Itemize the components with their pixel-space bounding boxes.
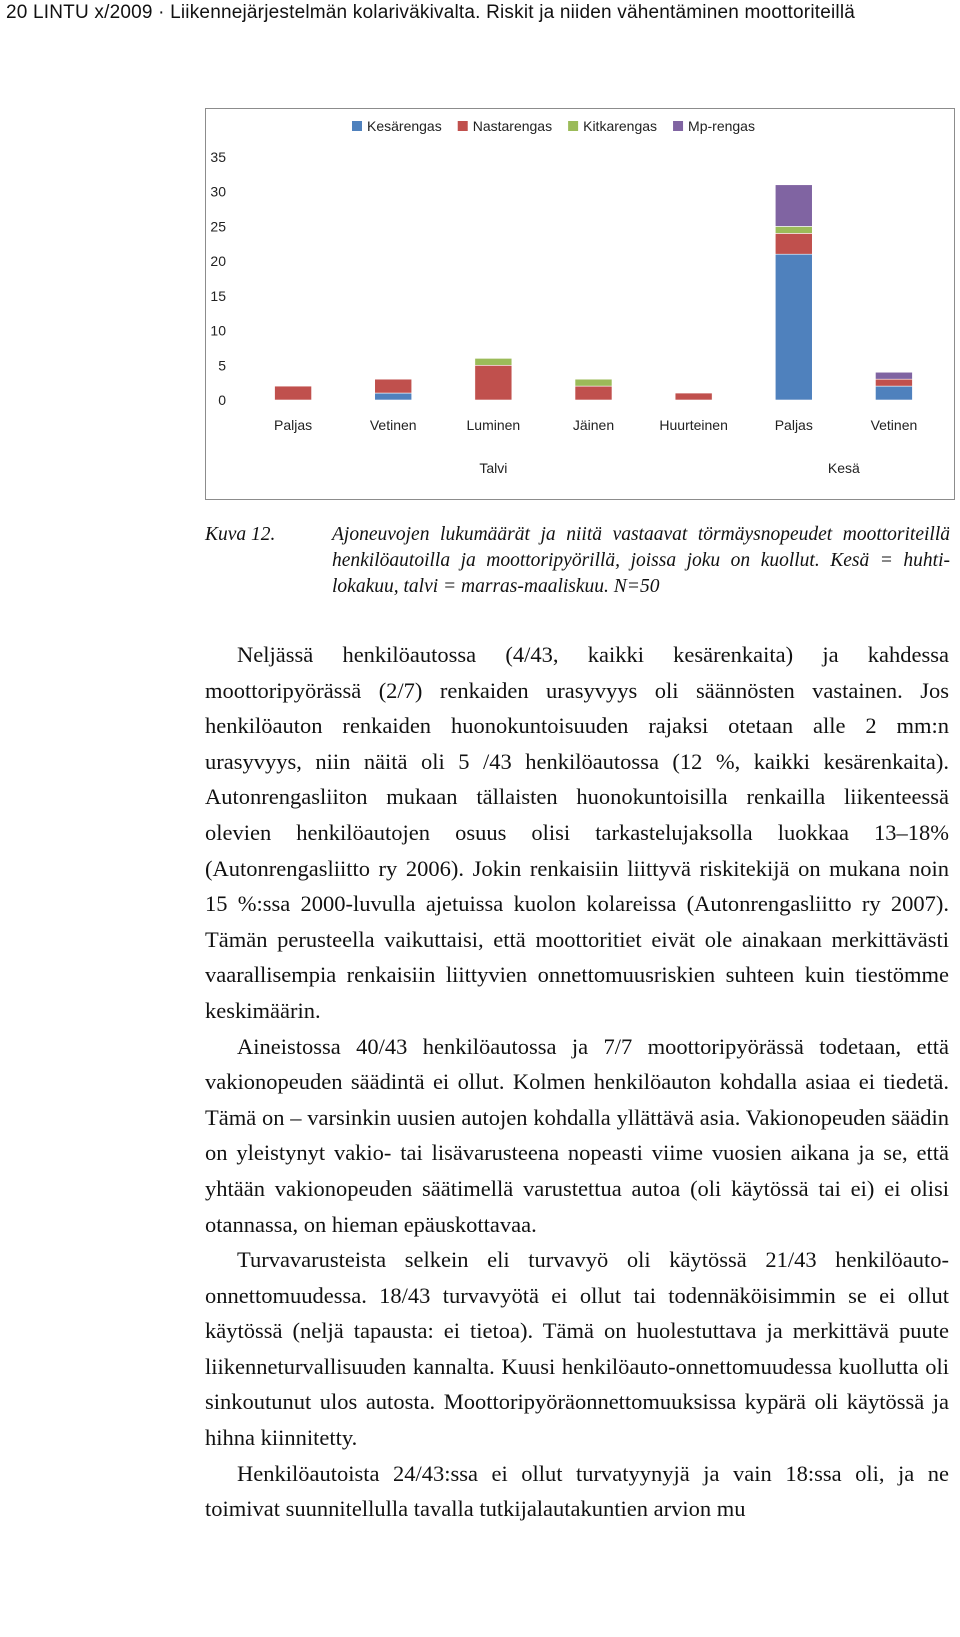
caption-text: Ajoneuvojen lukumäärät ja niitä vastaavat törmäysnopeudet moottoriteillä henkilöautoilla ja moottoripyörillä, joissa joku on kuollut. Kesä = huhti-lokakuu, talvi = marras-maaliskuu. N=50 bbox=[332, 524, 950, 597]
bar-segment bbox=[775, 185, 812, 227]
bar-segment bbox=[375, 379, 412, 393]
y-tick-label: 10 bbox=[210, 322, 226, 339]
bar-segment bbox=[775, 233, 812, 254]
bar-segment bbox=[575, 379, 612, 386]
bar-segment bbox=[675, 393, 712, 400]
bar-segment bbox=[475, 365, 512, 400]
x-tick-label: Luminen bbox=[466, 417, 521, 433]
x-tick-label: Jäinen bbox=[572, 417, 615, 433]
bar-segment bbox=[875, 379, 912, 386]
paragraph-4: Henkilöautoista 24/43:ssa ei ollut turvatyynyjä ja vain 18:ssa oli, ja ne toimivat suunnitellulla tavalla tutkijalautakuntien arvion mu bbox=[205, 1460, 949, 1522]
bar-segment bbox=[475, 358, 512, 365]
legend-label: Mp-rengas bbox=[688, 118, 755, 134]
x-tick-label: Paljas bbox=[774, 417, 813, 433]
bar-segment bbox=[575, 386, 612, 400]
paragraph-2: Aineistossa 40/43 henkilöautossa ja 7/7 moottoripyörässä todetaan, että vakionopeuden säädintä ei ollut. Kolmen henkilöauton kohdalla asiaa ei tiedetä. Tämä on – varsinkin uusien autojen kohdalla yllättävä asia. Vakionopeuden säädin on yleistynyt vakio- tai lisävarusteena nopeasti viime vuosien aikana ja se, että yhtään vakionopeuden säätimellä varustettua autoa (oli käytössä tai ei) ei olisi otannassa, on hieman epäuskottavaa. bbox=[205, 1033, 949, 1237]
running-header: 20 LINTU x/2009 · Liikennejärjestelmän kolariväkivalta. Riskit ja niiden vähentäminen moottoriteillä bbox=[6, 2, 856, 23]
legend-swatch bbox=[458, 121, 468, 131]
bar-segment bbox=[775, 254, 812, 400]
paragraph-1: Neljässä henkilöautossa (4/43, kaikki kesärenkaita) ja kahdessa moottoripyörässä (2/7) renkaiden urasyvyys oli säännösten vastainen. Jos henkilöauton renkaiden huonokuntoisuuden rajaksi otetaan alle 2 mm:n urasyvyys, niin näitä oli 5 /43 henkilöautossa (12 %, kaikki kesärenkaita). Autonrengasliiton mukaan tällaisten huonokuntoisilla renkailla liikenteessä olevien henkilöautojen osuus olisi tarkastelujaksolla luokkaa 13–18% (Autonrengasliitto ry 2006). Jokin renkaisiin liittyvä riskitekijä on mukana noin 15 %:ssa 2000-luvulla ajetuissa kuolon kolareissa (Autonrengasliitto ry 2007). Tämän perusteella vaikuttaisi, että moottoritiet eivät ole ainakaan merkittävästi vaarallisempia renkaisiin liittyvien onnettomuusriskien suhteen kuin tiestömme keskimäärin. bbox=[205, 642, 949, 1023]
x-tick-label: Vetinen bbox=[369, 417, 417, 433]
legend-swatch bbox=[568, 121, 578, 131]
legend-swatch bbox=[352, 121, 362, 131]
y-tick-label: 25 bbox=[210, 218, 226, 235]
group-label: Kesä bbox=[827, 460, 860, 476]
body-text bbox=[205, 637, 949, 1527]
legend-swatch bbox=[673, 121, 683, 131]
bar-segment bbox=[875, 372, 912, 379]
legend-label: Nastarengas bbox=[472, 118, 553, 134]
y-tick-label: 35 bbox=[210, 149, 226, 165]
caption-label: Kuva 12. bbox=[205, 524, 276, 545]
bar-segment bbox=[875, 386, 912, 400]
stacked-bar-chart bbox=[205, 108, 955, 500]
legend-label: Kitkarengas bbox=[583, 118, 658, 134]
y-tick-label: 0 bbox=[218, 392, 226, 408]
paragraph-3: Turvavarusteista selkein eli turvavyö oli käytössä 21/43 henkilöauto-onnettomuudessa. 18/43 turvavyötä ei ollut tai todennäköisimmin se ei ollut käytössä (neljä tapausta: ei tietoa). Tämä on huolestuttava ja merkittävä puute liikenneturvallisuuden kannalta. Kuusi henkilöauto-onnettomuudessa kuollutta oli sinkoutunut ulos autosta. Moottoripyöräonnettomuuksissa kypärä oli käytössä ja hihna kiinnitetty. bbox=[205, 1247, 949, 1451]
y-tick-label: 5 bbox=[218, 357, 226, 374]
x-tick-label: Huurteinen bbox=[659, 417, 728, 433]
bar-segment bbox=[275, 386, 312, 400]
y-tick-label: 15 bbox=[210, 287, 226, 304]
legend-label: Kesärengas bbox=[367, 118, 442, 134]
bar-segment bbox=[375, 393, 412, 400]
y-tick-label: 20 bbox=[210, 253, 226, 270]
bar-segment bbox=[775, 226, 812, 233]
x-tick-label: Vetinen bbox=[870, 417, 918, 433]
chart-svg bbox=[206, 109, 954, 499]
x-tick-label: Paljas bbox=[274, 417, 313, 433]
y-tick-label: 30 bbox=[210, 183, 226, 200]
group-label: Talvi bbox=[479, 460, 508, 476]
